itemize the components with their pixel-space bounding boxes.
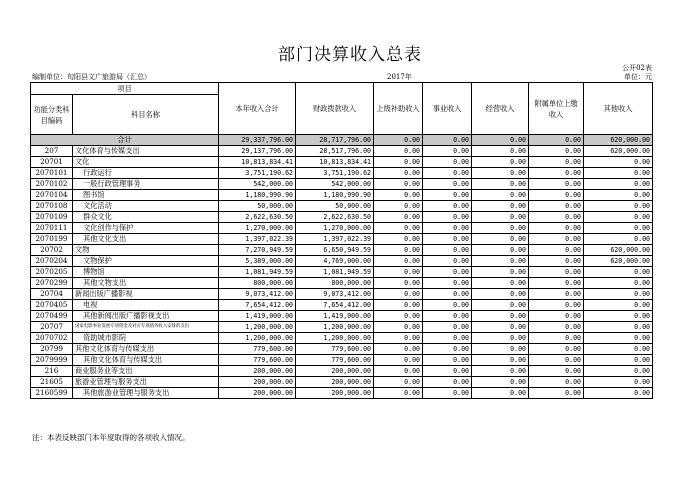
cell-other: 0.00 xyxy=(584,201,653,212)
cell-affiliated: 0.00 xyxy=(529,322,584,333)
cell-business: 0.00 xyxy=(423,366,472,377)
cell-fiscal: 1,200,000.00 xyxy=(296,333,374,344)
cell-fiscal: 1,270,000.00 xyxy=(296,223,374,234)
cell-code: 2079999 xyxy=(31,355,73,366)
cell-code: 20702 xyxy=(31,245,73,256)
cell-affiliated: 0.00 xyxy=(529,135,584,146)
cell-operating: 0.00 xyxy=(472,212,529,223)
cell-superior: 0.00 xyxy=(374,311,423,322)
cell-superior: 0.00 xyxy=(374,190,423,201)
table-row xyxy=(31,212,653,223)
cell-other: 0.00 xyxy=(584,311,653,322)
cell-name: 其他文化体育与传媒支出 xyxy=(73,344,219,355)
cell-name: 其他文化体育与传媒支出 xyxy=(73,355,219,366)
cell-other: 0.00 xyxy=(584,168,653,179)
cell-code: 20701 xyxy=(31,157,73,168)
table-row xyxy=(31,168,653,179)
cell-operating: 0.00 xyxy=(472,135,529,146)
cell-total: 1,200,000.00 xyxy=(219,322,296,333)
cell-other: 0.00 xyxy=(584,333,653,344)
table-row xyxy=(31,388,653,399)
cell-superior: 0.00 xyxy=(374,300,423,311)
cell-name: 文物 xyxy=(73,245,219,256)
org-label: 编制单位：旬阳县文广旅游局（汇总） xyxy=(32,73,151,81)
cell-business: 0.00 xyxy=(423,344,472,355)
cell-total: 5,389,000.00 xyxy=(219,256,296,267)
cell-fiscal: 1,419,000.00 xyxy=(296,311,374,322)
form-code: 公开02表 xyxy=(622,64,652,72)
cell-total: 542,000.00 xyxy=(219,179,296,190)
cell-fiscal: 1,397,022.39 xyxy=(296,234,374,245)
cell-other: 0.00 xyxy=(584,157,653,168)
cell-code: 2070205 xyxy=(31,267,73,278)
cell-name: 文化体育与传媒支出 xyxy=(73,146,219,157)
cell-affiliated: 0.00 xyxy=(529,223,584,234)
cell-affiliated: 0.00 xyxy=(529,245,584,256)
table-row xyxy=(31,366,653,377)
cell-fiscal: 200,000.00 xyxy=(296,377,374,388)
cell-business: 0.00 xyxy=(423,377,472,388)
cell-operating: 0.00 xyxy=(472,344,529,355)
income-table xyxy=(30,82,653,399)
cell-total: 7,270,949.59 xyxy=(219,245,296,256)
table-row xyxy=(31,179,653,190)
cell-business: 0.00 xyxy=(423,212,472,223)
cell-business: 0.00 xyxy=(423,311,472,322)
cell-operating: 0.00 xyxy=(472,245,529,256)
cell-code: 20799 xyxy=(31,344,73,355)
cell-total: 7,654,412.00 xyxy=(219,300,296,311)
cell-business: 0.00 xyxy=(423,322,472,333)
cell-operating: 0.00 xyxy=(472,322,529,333)
cell-operating: 0.00 xyxy=(472,333,529,344)
table-row xyxy=(31,157,653,168)
cell-business: 0.00 xyxy=(423,234,472,245)
cell-total: 200,000.00 xyxy=(219,377,296,388)
cell-operating: 0.00 xyxy=(472,300,529,311)
cell-superior: 0.00 xyxy=(374,256,423,267)
cell-other: 0.00 xyxy=(584,289,653,300)
table-row xyxy=(31,245,653,256)
cell-fiscal: 200,000.00 xyxy=(296,388,374,399)
cell-business: 0.00 xyxy=(423,135,472,146)
cell-affiliated: 0.00 xyxy=(529,333,584,344)
cell-superior: 0.00 xyxy=(374,355,423,366)
cell-affiliated: 0.00 xyxy=(529,267,584,278)
cell-code: 216 xyxy=(31,366,73,377)
table-row xyxy=(31,344,653,355)
cell-affiliated: 0.00 xyxy=(529,157,584,168)
cell-total: 1,419,000.00 xyxy=(219,311,296,322)
cell-affiliated: 0.00 xyxy=(529,256,584,267)
cell-superior: 0.00 xyxy=(374,135,423,146)
table-row xyxy=(31,311,653,322)
table-row xyxy=(31,377,653,388)
cell-total: 10,813,834.41 xyxy=(219,157,296,168)
cell-total: 1,270,000.00 xyxy=(219,223,296,234)
cell-superior: 0.00 xyxy=(374,245,423,256)
table-row xyxy=(31,201,653,212)
cell-operating: 0.00 xyxy=(472,223,529,234)
cell-superior: 0.00 xyxy=(374,344,423,355)
cell-business: 0.00 xyxy=(423,168,472,179)
cell-other: 0.00 xyxy=(584,377,653,388)
cell-fiscal: 9,073,412.00 xyxy=(296,289,374,300)
cell-affiliated: 0.00 xyxy=(529,146,584,157)
table-row xyxy=(31,223,653,234)
cell-fiscal: 7,654,412.00 xyxy=(296,300,374,311)
header-fiscal: 财政拨款收入 xyxy=(296,83,374,135)
cell-superior: 0.00 xyxy=(374,289,423,300)
cell-business: 0.00 xyxy=(423,245,472,256)
meta-row xyxy=(32,72,652,82)
cell-operating: 0.00 xyxy=(472,377,529,388)
total-label: 合计 xyxy=(31,135,219,146)
cell-superior: 0.00 xyxy=(374,212,423,223)
header-project: 项目 xyxy=(31,83,219,95)
header-affiliated: 附属单位上缴收入 xyxy=(529,83,584,135)
cell-affiliated: 0.00 xyxy=(529,201,584,212)
cell-fiscal: 28,717,796.00 xyxy=(296,135,374,146)
cell-code: 2070702 xyxy=(31,333,73,344)
header-code: 功能分类科目编码 xyxy=(31,95,73,135)
cell-name: 旅游业管理与服务支出 xyxy=(73,377,219,388)
cell-fiscal: 2,622,630.50 xyxy=(296,212,374,223)
cell-name: 一般行政管理事务 xyxy=(73,179,219,190)
cell-name: 其他旅游业管理与服务支出 xyxy=(73,388,219,399)
cell-total: 1,200,000.00 xyxy=(219,333,296,344)
cell-code: 20707 xyxy=(31,322,73,333)
footnote: 注：本表反映部门本年度取得的各项收入情况。 xyxy=(32,433,190,442)
cell-code: 2070104 xyxy=(31,190,73,201)
cell-other: 620,000.00 xyxy=(584,256,653,267)
cell-code: 2070204 xyxy=(31,256,73,267)
cell-fiscal: 779,600.00 xyxy=(296,344,374,355)
cell-code: 2070499 xyxy=(31,311,73,322)
cell-total: 779,600.00 xyxy=(219,355,296,366)
table-row xyxy=(31,333,653,344)
cell-other: 0.00 xyxy=(584,366,653,377)
cell-other: 0.00 xyxy=(584,234,653,245)
cell-code: 2070199 xyxy=(31,234,73,245)
cell-operating: 0.00 xyxy=(472,278,529,289)
cell-code: 20704 xyxy=(31,289,73,300)
cell-fiscal: 800,000.00 xyxy=(296,278,374,289)
cell-total: 779,600.00 xyxy=(219,344,296,355)
cell-business: 0.00 xyxy=(423,333,472,344)
header-name: 科目名称 xyxy=(73,95,219,135)
cell-business: 0.00 xyxy=(423,201,472,212)
cell-total: 1,180,990.90 xyxy=(219,190,296,201)
cell-business: 0.00 xyxy=(423,223,472,234)
header-operating: 经营收入 xyxy=(472,83,529,135)
year-label: 2017年 xyxy=(387,73,412,81)
cell-name: 群众文化 xyxy=(73,212,219,223)
table-row xyxy=(31,135,653,146)
cell-business: 0.00 xyxy=(423,289,472,300)
cell-business: 0.00 xyxy=(423,300,472,311)
cell-code: 2160599 xyxy=(31,388,73,399)
cell-fiscal: 1,180,990.90 xyxy=(296,190,374,201)
cell-other: 0.00 xyxy=(584,267,653,278)
cell-affiliated: 0.00 xyxy=(529,388,584,399)
cell-superior: 0.00 xyxy=(374,168,423,179)
cell-name: 资助城市影院 xyxy=(73,333,219,344)
cell-superior: 0.00 xyxy=(374,388,423,399)
cell-fiscal: 6,650,949.59 xyxy=(296,245,374,256)
cell-operating: 0.00 xyxy=(472,355,529,366)
cell-other: 0.00 xyxy=(584,278,653,289)
cell-total: 29,337,796.00 xyxy=(219,135,296,146)
cell-total: 2,622,630.50 xyxy=(219,212,296,223)
cell-affiliated: 0.00 xyxy=(529,234,584,245)
cell-affiliated: 0.00 xyxy=(529,168,584,179)
cell-affiliated: 0.00 xyxy=(529,355,584,366)
cell-business: 0.00 xyxy=(423,355,472,366)
cell-total: 9,073,412.00 xyxy=(219,289,296,300)
cell-superior: 0.00 xyxy=(374,234,423,245)
cell-affiliated: 0.00 xyxy=(529,190,584,201)
cell-affiliated: 0.00 xyxy=(529,179,584,190)
cell-fiscal: 542,000.00 xyxy=(296,179,374,190)
cell-name: 文化创作与保护 xyxy=(73,223,219,234)
cell-total: 29,137,796.00 xyxy=(219,146,296,157)
cell-operating: 0.00 xyxy=(472,234,529,245)
cell-code: 21605 xyxy=(31,377,73,388)
cell-affiliated: 0.00 xyxy=(529,344,584,355)
cell-fiscal: 3,751,190.62 xyxy=(296,168,374,179)
cell-name: 商业服务业等支出 xyxy=(73,366,219,377)
cell-fiscal: 1,081,949.59 xyxy=(296,267,374,278)
table-row xyxy=(31,322,653,333)
page-title: 部门决算收入总表 xyxy=(278,45,422,65)
cell-superior: 0.00 xyxy=(374,333,423,344)
cell-operating: 0.00 xyxy=(472,267,529,278)
table-body xyxy=(31,135,653,399)
cell-total: 200,000.00 xyxy=(219,366,296,377)
cell-code: 2070102 xyxy=(31,179,73,190)
cell-name: 行政运行 xyxy=(73,168,219,179)
cell-code: 2070405 xyxy=(31,300,73,311)
cell-business: 0.00 xyxy=(423,146,472,157)
cell-other: 0.00 xyxy=(584,190,653,201)
cell-other: 0.00 xyxy=(584,300,653,311)
cell-business: 0.00 xyxy=(423,256,472,267)
cell-operating: 0.00 xyxy=(472,289,529,300)
cell-total: 1,081,949.59 xyxy=(219,267,296,278)
cell-name: 其他文物支出 xyxy=(73,278,219,289)
cell-fiscal: 200,000.00 xyxy=(296,366,374,377)
cell-other: 0.00 xyxy=(584,212,653,223)
cell-superior: 0.00 xyxy=(374,267,423,278)
cell-other: 0.00 xyxy=(584,223,653,234)
cell-business: 0.00 xyxy=(423,278,472,289)
cell-superior: 0.00 xyxy=(374,377,423,388)
cell-affiliated: 0.00 xyxy=(529,278,584,289)
cell-name: 图书馆 xyxy=(73,190,219,201)
cell-operating: 0.00 xyxy=(472,311,529,322)
cell-name: 博物馆 xyxy=(73,267,219,278)
cell-affiliated: 0.00 xyxy=(529,212,584,223)
cell-business: 0.00 xyxy=(423,190,472,201)
cell-business: 0.00 xyxy=(423,157,472,168)
cell-fiscal: 779,600.00 xyxy=(296,355,374,366)
cell-code: 2070111 xyxy=(31,223,73,234)
table-row xyxy=(31,289,653,300)
cell-name: 文物保护 xyxy=(73,256,219,267)
table-row xyxy=(31,355,653,366)
cell-operating: 0.00 xyxy=(472,190,529,201)
cell-name: 电视 xyxy=(73,300,219,311)
table-row xyxy=(31,234,653,245)
table-row xyxy=(31,278,653,289)
cell-fiscal: 4,769,000.00 xyxy=(296,256,374,267)
cell-operating: 0.00 xyxy=(472,146,529,157)
table-row xyxy=(31,190,653,201)
cell-operating: 0.00 xyxy=(472,168,529,179)
cell-other: 0.00 xyxy=(584,355,653,366)
cell-affiliated: 0.00 xyxy=(529,377,584,388)
cell-fiscal: 1,200,000.00 xyxy=(296,322,374,333)
cell-superior: 0.00 xyxy=(374,179,423,190)
cell-operating: 0.00 xyxy=(472,179,529,190)
cell-code: 2070109 xyxy=(31,212,73,223)
cell-operating: 0.00 xyxy=(472,157,529,168)
cell-other: 0.00 xyxy=(584,388,653,399)
cell-operating: 0.00 xyxy=(472,388,529,399)
table-row xyxy=(31,256,653,267)
cell-affiliated: 0.00 xyxy=(529,289,584,300)
cell-other: 620,000.00 xyxy=(584,245,653,256)
cell-other: 620,000.00 xyxy=(584,146,653,157)
cell-total: 200,000.00 xyxy=(219,388,296,399)
cell-affiliated: 0.00 xyxy=(529,311,584,322)
header-total: 本年收入合计 xyxy=(219,83,296,135)
cell-fiscal: 10,813,834.41 xyxy=(296,157,374,168)
cell-code: 207 xyxy=(31,146,73,157)
unit-label: 单位：元 xyxy=(624,73,652,81)
cell-total: 50,000.00 xyxy=(219,201,296,212)
cell-business: 0.00 xyxy=(423,179,472,190)
cell-code: 2070108 xyxy=(31,201,73,212)
cell-business: 0.00 xyxy=(423,388,472,399)
cell-other: 0.00 xyxy=(584,179,653,190)
cell-operating: 0.00 xyxy=(472,256,529,267)
cell-name: 文化活动 xyxy=(73,201,219,212)
cell-operating: 0.00 xyxy=(472,366,529,377)
cell-business: 0.00 xyxy=(423,267,472,278)
cell-superior: 0.00 xyxy=(374,278,423,289)
cell-operating: 0.00 xyxy=(472,201,529,212)
cell-other: 0.00 xyxy=(584,322,653,333)
cell-total: 3,751,190.62 xyxy=(219,168,296,179)
cell-other: 620,000.00 xyxy=(584,135,653,146)
table-row xyxy=(31,267,653,278)
cell-superior: 0.00 xyxy=(374,146,423,157)
cell-superior: 0.00 xyxy=(374,366,423,377)
cell-affiliated: 0.00 xyxy=(529,300,584,311)
header-superior: 上级补助收入 xyxy=(374,83,423,135)
cell-total: 1,397,022.39 xyxy=(219,234,296,245)
cell-name: 新闻出版广播影视 xyxy=(73,289,219,300)
cell-name: 文化 xyxy=(73,157,219,168)
cell-superior: 0.00 xyxy=(374,157,423,168)
header-other: 其他收入 xyxy=(584,83,653,135)
table-row xyxy=(31,300,653,311)
cell-superior: 0.00 xyxy=(374,223,423,234)
cell-other: 0.00 xyxy=(584,344,653,355)
cell-superior: 0.00 xyxy=(374,201,423,212)
cell-code: 2070299 xyxy=(31,278,73,289)
cell-name: 其他新闻出版广播影视支出 xyxy=(73,311,219,322)
header-business: 事业收入 xyxy=(423,83,472,135)
cell-name: 其他文化支出 xyxy=(73,234,219,245)
cell-superior: 0.00 xyxy=(374,322,423,333)
cell-code: 2070101 xyxy=(31,168,73,179)
cell-fiscal: 50,000.00 xyxy=(296,201,374,212)
cell-total: 800,000.00 xyxy=(219,278,296,289)
cell-name: 国家电影事业发展专项资金及对应专项债务收入安排的支出 xyxy=(73,322,219,333)
table-row xyxy=(31,146,653,157)
cell-fiscal: 28,517,796.00 xyxy=(296,146,374,157)
cell-affiliated: 0.00 xyxy=(529,366,584,377)
